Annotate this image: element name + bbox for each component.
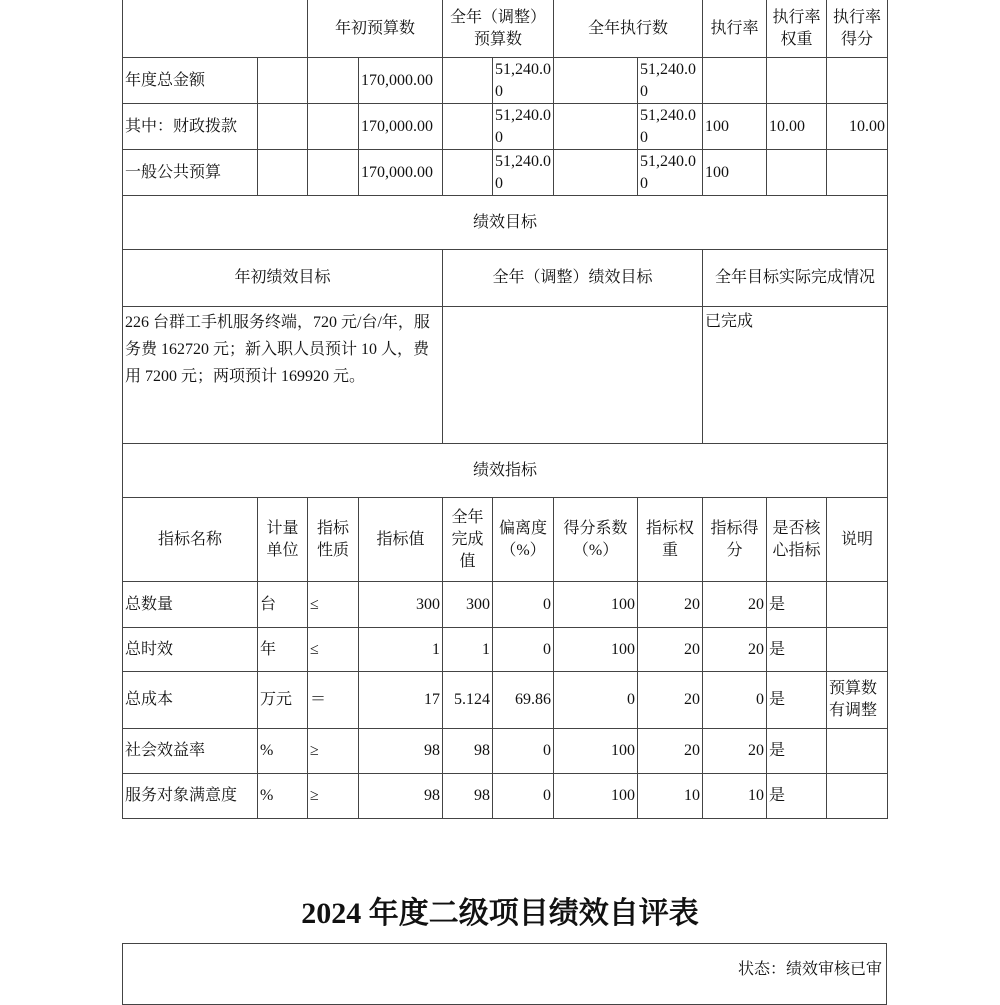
adjusted-value: 51,240.00: [493, 150, 554, 196]
indicator-cell: 0: [554, 672, 638, 729]
indicator-cell: 98: [443, 774, 493, 819]
indicator-cell: 17: [359, 672, 443, 729]
indicators-header-row: [123, 498, 888, 582]
actual-completion-text: 已完成: [703, 307, 888, 444]
indicator-cell: 100: [554, 582, 638, 628]
indicator-cell: [827, 628, 888, 672]
indicator-cell: 5.124: [443, 672, 493, 729]
score-value: [827, 150, 888, 196]
indicator-cell: 20: [638, 672, 703, 729]
indicator-header-cell: 计量单位: [258, 498, 308, 582]
header-rate: 执行率: [703, 0, 767, 58]
indicator-cell: 是: [767, 628, 827, 672]
next-form-title: 2024 年度二级项目绩效自评表: [301, 897, 699, 930]
indicator-cell: ＝: [308, 672, 359, 729]
budget-row: [123, 104, 888, 150]
goals-section-title: 绩效目标: [123, 196, 888, 250]
status-text: 状态：绩效审核已审: [737, 961, 882, 978]
indicator-cell: 1: [443, 628, 493, 672]
header-executed: 全年执行数: [554, 0, 703, 58]
indicators-section-title: 绩效指标: [123, 444, 888, 498]
row-label: 年度总金额: [123, 58, 258, 104]
indicator-cell: 万元: [258, 672, 308, 729]
indicator-cell: 10: [638, 774, 703, 819]
adjusted-value: 51,240.00: [493, 58, 554, 104]
indicator-cell: 98: [359, 729, 443, 774]
weight-value: 10.00: [767, 104, 827, 150]
indicator-cell: [827, 582, 888, 628]
indicator-header-cell: 是否核心指标: [767, 498, 827, 582]
indicator-header-cell: 得分系数（%）: [554, 498, 638, 582]
indicator-cell: 98: [359, 774, 443, 819]
indicator-cell: 20: [703, 729, 767, 774]
indicator-row: [123, 672, 888, 729]
indicator-cell: ≥: [308, 774, 359, 819]
indicator-header-cell: 指标得分: [703, 498, 767, 582]
header-weight: 执行率权重: [767, 0, 827, 58]
indicator-cell: 0: [703, 672, 767, 729]
indicator-cell: 社会效益率: [123, 729, 258, 774]
header-initial-budget: 年初预算数: [308, 0, 443, 58]
indicator-cell: 是: [767, 582, 827, 628]
indicator-cell: 是: [767, 672, 827, 729]
header-adjusted-goal: 全年（调整）绩效目标: [443, 250, 703, 307]
indicator-row: [123, 582, 888, 628]
indicator-header-cell: 指标值: [359, 498, 443, 582]
executed-value: 51,240.00: [638, 104, 703, 150]
budget-header-row: [123, 0, 888, 58]
indicator-cell: 100: [554, 628, 638, 672]
performance-table: [122, 0, 888, 819]
indicator-cell: ≥: [308, 729, 359, 774]
budget-row: [123, 58, 888, 104]
row-label: 其中：财政拨款: [123, 104, 258, 150]
header-actual-completion: 全年目标实际完成情况: [703, 250, 888, 307]
indicator-cell: 69.86: [493, 672, 554, 729]
indicator-cell: 300: [359, 582, 443, 628]
indicator-cell: 预算数有调整: [827, 672, 888, 729]
indicator-cell: %: [258, 774, 308, 819]
indicator-cell: 0: [493, 774, 554, 819]
weight-value: [767, 58, 827, 104]
adjusted-value: 51,240.00: [493, 104, 554, 150]
executed-value: 51,240.00: [638, 58, 703, 104]
indicator-cell: 100: [554, 729, 638, 774]
indicator-header-cell: 说明: [827, 498, 888, 582]
indicator-header-cell: 全年完成值: [443, 498, 493, 582]
indicator-cell: 20: [638, 628, 703, 672]
budget-row: [123, 150, 888, 196]
indicator-cell: 300: [443, 582, 493, 628]
rate-value: 100: [703, 150, 767, 196]
indicator-cell: 98: [443, 729, 493, 774]
indicator-cell: 100: [554, 774, 638, 819]
weight-value: [767, 150, 827, 196]
indicator-cell: 20: [703, 582, 767, 628]
row-label: 一般公共预算: [123, 150, 258, 196]
indicator-cell: 服务对象满意度: [123, 774, 258, 819]
indicator-header-cell: 偏离度（%）: [493, 498, 554, 582]
blank-cell: [123, 0, 308, 58]
indicator-row: [123, 774, 888, 819]
indicator-cell: ≤: [308, 628, 359, 672]
header-adjusted-budget: 全年（调整）预算数: [443, 0, 554, 58]
indicator-cell: 是: [767, 774, 827, 819]
executed-value: 51,240.00: [638, 150, 703, 196]
indicator-cell: 总成本: [123, 672, 258, 729]
rate-value: 100: [703, 104, 767, 150]
indicator-cell: 0: [493, 729, 554, 774]
indicator-cell: 是: [767, 729, 827, 774]
indicator-cell: 0: [493, 582, 554, 628]
indicator-header-cell: 指标名称: [123, 498, 258, 582]
indicator-cell: 20: [638, 729, 703, 774]
indicator-header-cell: 指标性质: [308, 498, 359, 582]
indicator-cell: 10: [703, 774, 767, 819]
indicator-cell: 1: [359, 628, 443, 672]
next-form-box: [122, 943, 887, 1005]
initial-value: 170,000.00: [359, 104, 443, 150]
initial-value: 170,000.00: [359, 58, 443, 104]
header-initial-goal: 年初绩效目标: [123, 250, 443, 307]
indicator-cell: [827, 729, 888, 774]
indicator-cell: 总数量: [123, 582, 258, 628]
indicator-cell: 20: [703, 628, 767, 672]
indicator-cell: 20: [638, 582, 703, 628]
indicator-row: [123, 729, 888, 774]
score-value: 10.00: [827, 104, 888, 150]
initial-goal-text: 226 台群工手机服务终端，720 元/台/年，服务费 162720 元；新入职人员预计 10 人，费用 7200 元；两项预计 169920 元。: [123, 307, 443, 444]
indicator-cell: 0: [493, 628, 554, 672]
indicator-cell: %: [258, 729, 308, 774]
header-score: 执行率得分: [827, 0, 888, 58]
indicator-cell: [827, 774, 888, 819]
indicator-cell: ≤: [308, 582, 359, 628]
adjusted-goal-text: [443, 307, 703, 444]
rate-value: [703, 58, 767, 104]
indicator-header-cell: 指标权重: [638, 498, 703, 582]
indicator-row: [123, 628, 888, 672]
score-value: [827, 58, 888, 104]
indicator-cell: 年: [258, 628, 308, 672]
indicator-cell: 总时效: [123, 628, 258, 672]
indicator-cell: 台: [258, 582, 308, 628]
initial-value: 170,000.00: [359, 150, 443, 196]
